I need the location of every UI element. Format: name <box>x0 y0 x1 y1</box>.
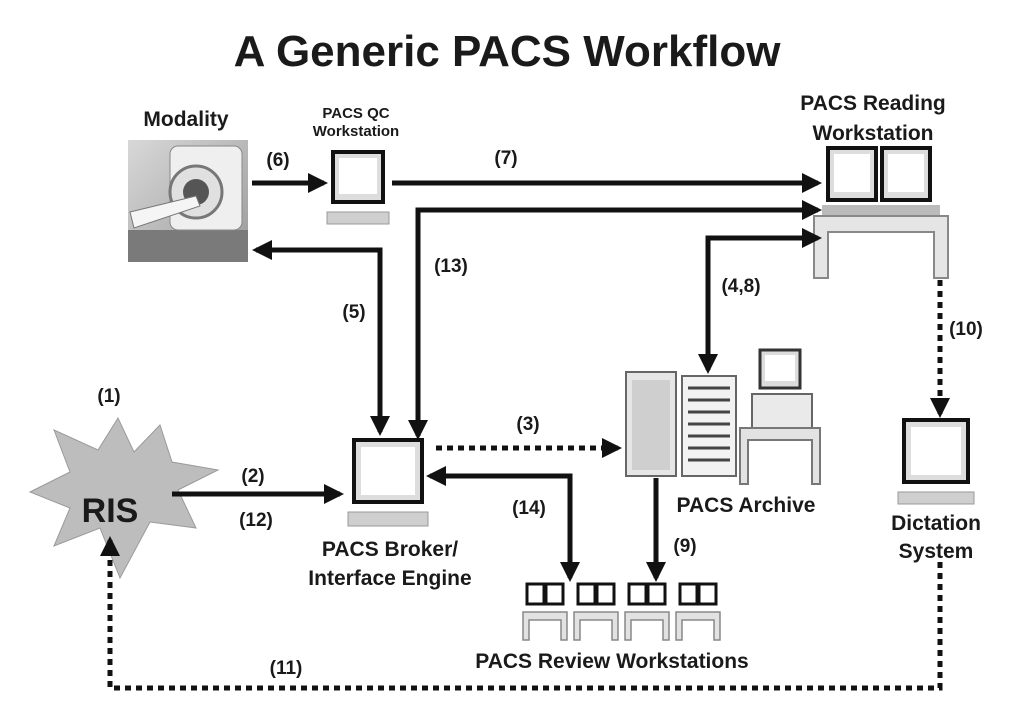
ct-scanner-icon <box>128 140 248 262</box>
step-label-11: (11) <box>269 658 303 679</box>
archive-server-icon <box>626 350 820 484</box>
broker-label-line2: Interface Engine <box>308 567 472 590</box>
review-workstation-icon <box>625 584 669 640</box>
reading-workstation-icon <box>814 148 948 278</box>
modality-node <box>128 108 248 262</box>
qc-label-line2: Workstation <box>312 123 400 140</box>
review-label: PACS Review Workstations <box>475 650 749 673</box>
qc-workstation-node <box>313 105 399 224</box>
page-title: A Generic PACS Workflow <box>233 27 781 76</box>
step-label-9: (9) <box>673 536 697 557</box>
modality-label: Modality <box>143 108 229 131</box>
reading-label-line2: Workstation <box>812 122 934 145</box>
review-workstations-node <box>475 584 748 673</box>
broker-monitor-icon <box>348 440 428 526</box>
review-workstation-icon <box>523 584 567 640</box>
reading-label-line1: PACS Reading <box>800 92 946 115</box>
reading-workstation-node <box>800 92 948 278</box>
dictation-label-line1: Dictation <box>891 512 981 535</box>
step-label-7: (7) <box>494 148 518 169</box>
ris-node <box>30 418 218 578</box>
qc-label-line1: PACS QC <box>322 105 390 122</box>
broker-node <box>308 440 471 590</box>
review-workstation-icon <box>574 584 618 640</box>
step-label-3: (3) <box>516 414 540 435</box>
step-label-12: (12) <box>239 510 273 531</box>
qc-monitor-icon <box>327 152 389 224</box>
broker-label-line1: PACS Broker/ <box>321 538 459 561</box>
archive-label: PACS Archive <box>676 494 816 517</box>
step-label-1: (1) <box>97 386 121 407</box>
ris-label: RIS <box>81 492 139 530</box>
step-label-14: (14) <box>512 498 546 519</box>
step-label-5: (5) <box>342 302 366 323</box>
dictation-label-line2: System <box>898 540 974 563</box>
step-label-6: (6) <box>266 150 290 171</box>
dictation-monitor-icon <box>898 420 974 504</box>
step-label-4-8: (4,8) <box>721 276 761 297</box>
step-label-2: (2) <box>241 466 265 487</box>
step-label-10: (10) <box>949 319 983 340</box>
arrow-step-5 <box>256 250 380 432</box>
step-label-13: (13) <box>434 256 468 277</box>
arrow-step-14 <box>430 476 570 578</box>
review-workstation-icon <box>676 584 720 640</box>
dictation-node <box>891 420 981 563</box>
